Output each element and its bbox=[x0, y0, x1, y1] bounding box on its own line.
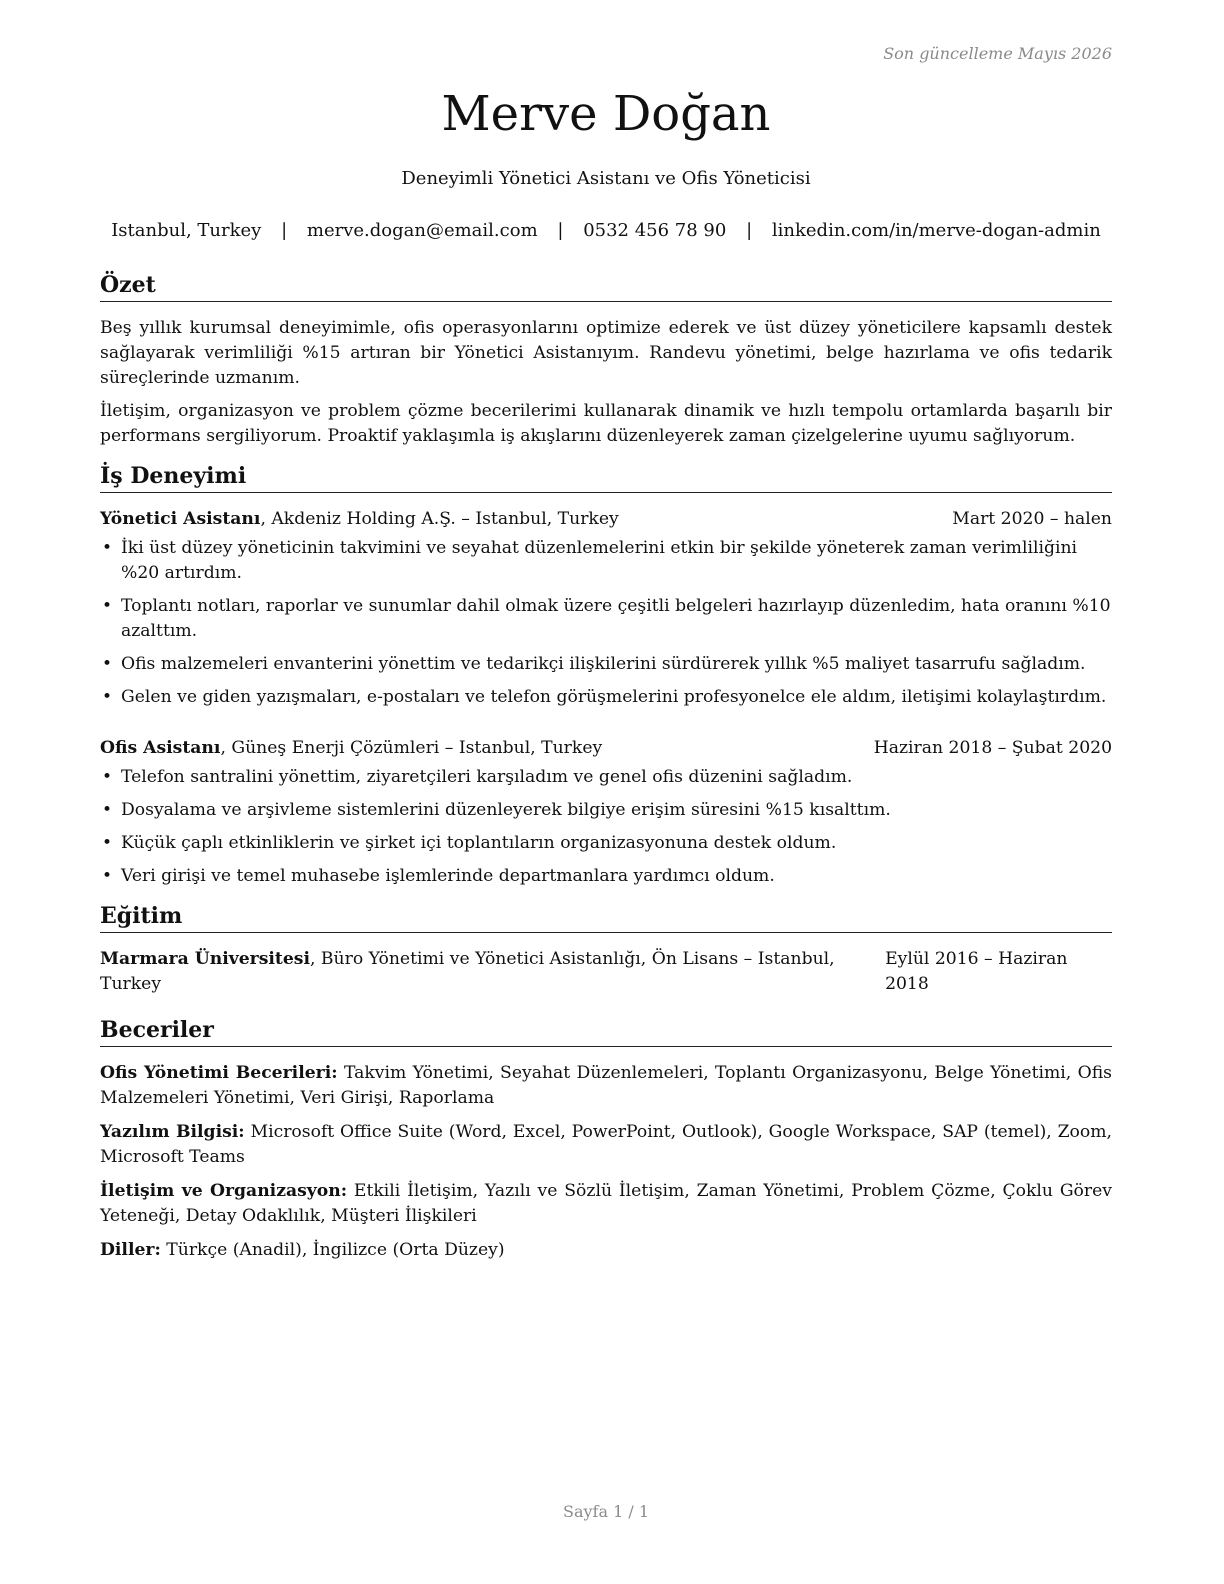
page-number: Sayfa 1 / 1 bbox=[562, 1502, 649, 1521]
experience-heading: İş Deneyimi bbox=[100, 461, 1112, 493]
job-role-org bbox=[100, 507, 619, 532]
education-school-details bbox=[100, 947, 885, 997]
contact-separator: | bbox=[281, 220, 288, 241]
job-role: Yönetici Asistanı bbox=[100, 509, 261, 529]
job-header bbox=[100, 507, 1112, 532]
bullet-icon: • bbox=[102, 687, 113, 707]
education-heading: Eğitim bbox=[100, 901, 1112, 933]
bullet-icon: • bbox=[102, 800, 113, 820]
bullet-text: Telefon santralini yönettim, ziyaretçileri karşıladım ve genel ofis düzenini sağladım. bbox=[121, 767, 853, 787]
job-role: Ofis Asistanı bbox=[100, 738, 221, 758]
skill-value: Türkçe (Anadil), İngilizce (Orta Düzey) bbox=[160, 1240, 505, 1260]
bullet-text: Dosyalama ve arşivleme sistemlerini düzenleyerek bilgiye erişim süresini %15 kısalttım. bbox=[121, 800, 891, 820]
bullet-text: Küçük çaplı etkinliklerin ve şirket içi toplantıların organizasyonuna destek oldum. bbox=[121, 833, 837, 853]
job-entry bbox=[100, 736, 1112, 889]
summary-paragraph: Beş yıllık kurumsal deneyimimle, ofis operasyonlarını optimize ederek ve üst düzey yöneticilere kapsamlı destek sağlayarak verimliliği %15 artıran bir Yönetici Asistanıyım. Randevu yönetimi, belge hazırlama ve ofis tedarik süreçlerinde uzmanım. bbox=[100, 318, 1112, 388]
contact-email[interactable]: merve.dogan@email.com bbox=[306, 220, 538, 241]
job-dates: Mart 2020 – halen bbox=[952, 509, 1112, 529]
skill-group bbox=[100, 1120, 1112, 1170]
list-item bbox=[100, 765, 1112, 790]
list-item bbox=[100, 864, 1112, 889]
education-details: , Büro Yönetimi ve Yönetici Asistanlığı, Ön Lisans – Istanbul, Turkey bbox=[100, 949, 835, 994]
summary-heading: Özet bbox=[100, 270, 1112, 302]
bullet-icon: • bbox=[102, 767, 113, 787]
list-item bbox=[100, 594, 1112, 644]
summary-section bbox=[100, 270, 1112, 449]
contact-separator: | bbox=[557, 220, 564, 241]
skill-label: İletişim ve Organizasyon: bbox=[100, 1181, 348, 1201]
contact-location: Istanbul, Turkey bbox=[111, 220, 262, 241]
candidate-title: Deneyimli Yönetici Asistanı ve Ofis Yöneticisi bbox=[401, 168, 811, 189]
summary-paragraph: İletişim, organizasyon ve problem çözme becerilerimi kullanarak dinamik ve hızlı tempolu ortamlarda başarılı bir performans sergiliyorum. Proaktif yaklaşımla iş akışlarını düzenleyerek zaman çizelgelerine uyumu sağlıyorum. bbox=[100, 401, 1112, 446]
skill-label: Yazılım Bilgisi: bbox=[100, 1122, 245, 1142]
education-entry bbox=[100, 947, 1112, 997]
job-dates: Haziran 2018 – Şubat 2020 bbox=[873, 738, 1112, 758]
skill-value: Takvim Yönetimi, Seyahat Düzenlemeleri, Toplantı Organizasyonu, Belge Yönetimi, Ofis Malzemeleri Yönetimi, Veri Girişi, Raporlama bbox=[100, 1063, 1112, 1108]
education-dates: Eylül 2016 – Haziran 2018 bbox=[885, 949, 1068, 994]
bullet-text: İki üst düzey yöneticinin takvimini ve seyahat düzenlemelerini etkin bir şekilde yöneterek zaman verimliliğini %20 artırdım. bbox=[121, 538, 1078, 583]
skill-label: Ofis Yönetimi Becerileri: bbox=[100, 1063, 338, 1083]
skill-label: Diller: bbox=[100, 1240, 161, 1260]
skill-value: Etkili İletişim, Yazılı ve Sözlü İletişim, Zaman Yönetimi, Problem Çözme, Çoklu Görev Yeteneği, Detay Odaklılık, Müşteri İlişkileri bbox=[100, 1181, 1112, 1226]
list-item bbox=[100, 685, 1112, 710]
resume-page bbox=[100, 0, 1112, 1584]
skills-heading: Beceriler bbox=[100, 1015, 1112, 1047]
resume-body bbox=[100, 270, 1112, 1263]
contact-phone[interactable]: 0532 456 78 90 bbox=[583, 220, 727, 241]
job-entry bbox=[100, 507, 1112, 710]
job-bullets bbox=[100, 765, 1112, 889]
job-bullets bbox=[100, 536, 1112, 710]
list-item bbox=[100, 831, 1112, 856]
bullet-text: Veri girişi ve temel muhasebe işlemlerinde departmanlara yardımcı oldum. bbox=[121, 866, 775, 886]
education-section bbox=[100, 901, 1112, 997]
last-updated-note: Son güncelleme Mayıs 2026 bbox=[883, 44, 1112, 63]
contact-line bbox=[100, 220, 1112, 241]
job-header bbox=[100, 736, 1112, 761]
bullet-icon: • bbox=[102, 654, 113, 674]
job-role-org bbox=[100, 736, 602, 761]
list-item bbox=[100, 652, 1112, 677]
contact-separator: | bbox=[746, 220, 753, 241]
bullet-icon: • bbox=[102, 538, 113, 558]
candidate-name: Merve Doğan bbox=[441, 86, 771, 142]
list-item bbox=[100, 798, 1112, 823]
skill-value: Microsoft Office Suite (Word, Excel, PowerPoint, Outlook), Google Workspace, SAP (temel), Zoom, Microsoft Teams bbox=[100, 1122, 1112, 1167]
bullet-icon: • bbox=[102, 596, 113, 616]
job-org: , Güneş Enerji Çözümleri – Istanbul, Turkey bbox=[220, 738, 603, 758]
experience-section bbox=[100, 461, 1112, 889]
education-school: Marmara Üniversitesi bbox=[100, 949, 310, 969]
bullet-text: Gelen ve giden yazışmaları, e-postaları ve telefon görüşmelerini profesyonelce ele aldım, iletişimi kolaylaştırdım. bbox=[121, 687, 1107, 707]
bullet-icon: • bbox=[102, 833, 113, 853]
bullet-text: Ofis malzemeleri envanterini yönettim ve tedarikçi ilişkilerini sürdürerek yıllık %5 maliyet tasarrufu sağladım. bbox=[121, 654, 1086, 674]
skill-group bbox=[100, 1238, 1112, 1263]
list-item bbox=[100, 536, 1112, 586]
skill-group bbox=[100, 1061, 1112, 1111]
contact-linkedin[interactable]: linkedin.com/in/merve-dogan-admin bbox=[771, 220, 1101, 241]
skills-section bbox=[100, 1015, 1112, 1263]
skill-group bbox=[100, 1179, 1112, 1229]
bullet-icon: • bbox=[102, 866, 113, 886]
bullet-text: Toplantı notları, raporlar ve sunumlar dahil olmak üzere çeşitli belgeleri hazırlayıp düzenledim, hata oranını %10 azalttım. bbox=[121, 596, 1111, 641]
job-org: , Akdeniz Holding A.Ş. – Istanbul, Turkey bbox=[260, 509, 619, 529]
